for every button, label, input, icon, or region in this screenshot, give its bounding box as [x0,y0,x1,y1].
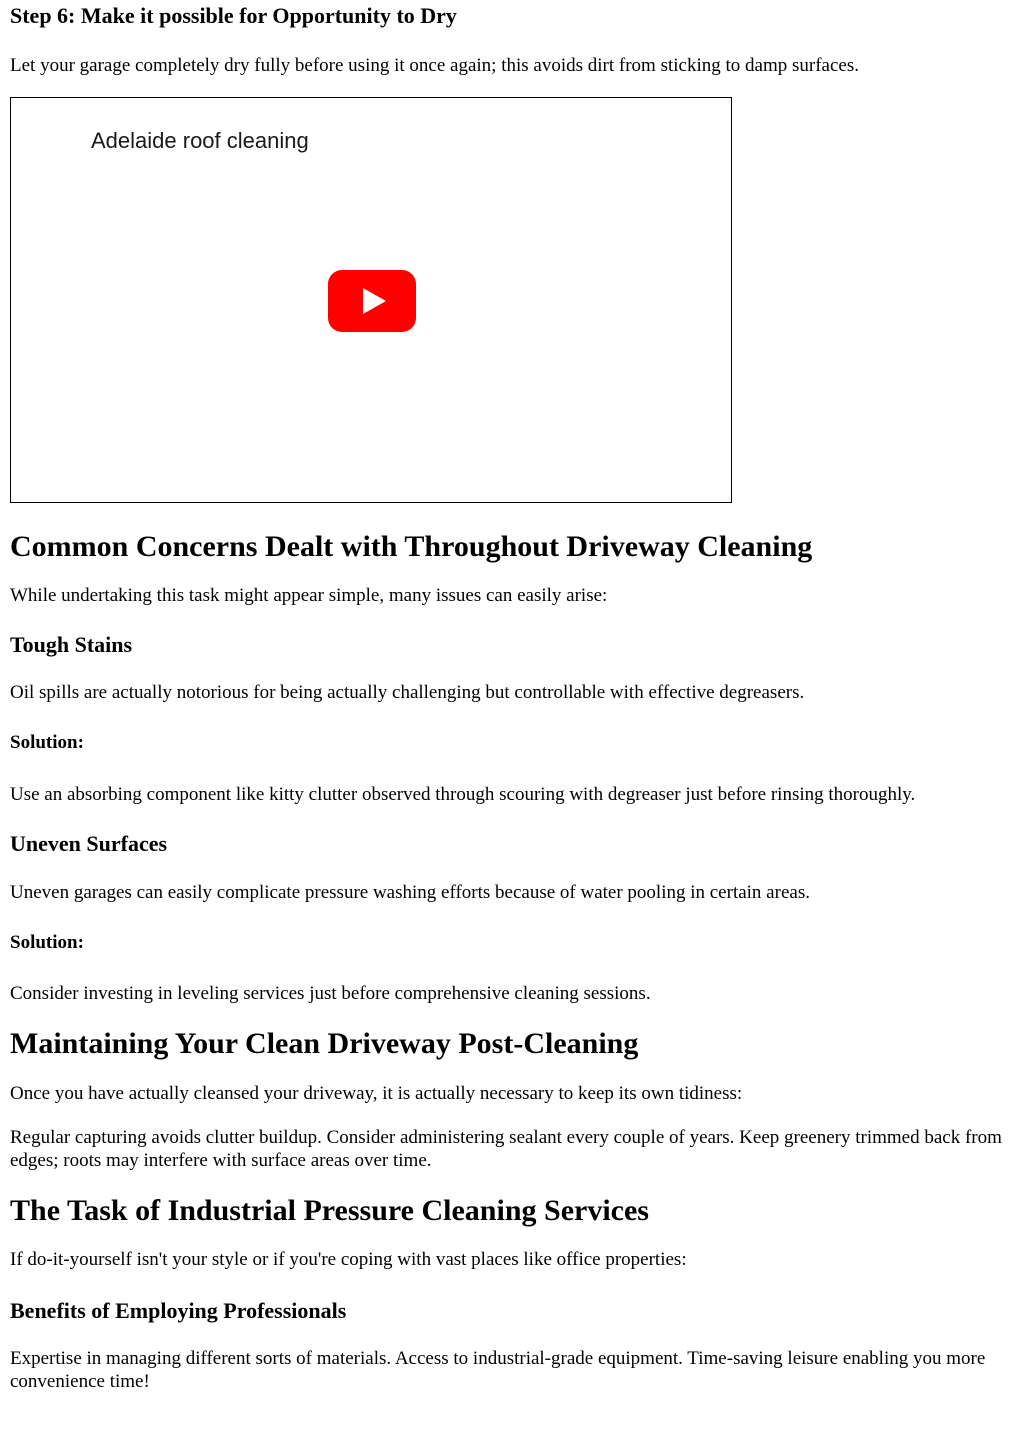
uneven-surfaces-heading: Uneven Surfaces [10,831,168,856]
uneven-surfaces-solution-label: Solution: [10,932,84,953]
maintaining-tips: Regular capturing avoids clutter buildup. Consider administering sealant every couple of years. Keep greenery trimmed back from edges; roots may interfere with surface areas over time. [10,1127,1002,1171]
tough-stains-text: Oil spills are actually notorious for being actually challenging but controllable with effective degreasers. [10,682,805,703]
concerns-intro: While undertaking this task might appear simple, many issues can easily arise: [10,585,608,606]
step-6-heading: Step 6: Make it possible for Opportunity to Dry [10,3,457,28]
tough-stains-solution-label: Solution: [10,732,84,753]
step-6-text: Let your garage completely dry fully before using it once again; this avoids dirt from sticking to damp surfaces. [10,55,859,76]
uneven-surfaces-solution-text: Consider investing in leveling services just before comprehensive cleaning sessions. [10,983,651,1004]
tough-stains-solution-text: Use an absorbing component like kitty clutter observed through scouring with degreaser just before rinsing thoroughly. [10,784,916,805]
industrial-heading: The Task of Industrial Pressure Cleaning Services [10,1194,649,1227]
benefits-heading: Benefits of Employing Professionals [10,1298,347,1323]
video-embed[interactable] [10,97,732,503]
industrial-intro: If do-it-yourself isn't your style or if you're coping with vast places like office properties: [10,1249,687,1270]
maintaining-heading: Maintaining Your Clean Driveway Post-Cleaning [10,1027,639,1060]
benefits-text: Expertise in managing different sorts of materials. Access to industrial-grade equipment. Time-saving leisure enabling you more convenience time! [10,1348,986,1392]
maintaining-intro: Once you have actually cleansed your driveway, it is actually necessary to keep its own tidiness: [10,1083,743,1104]
video-title[interactable]: Adelaide roof cleaning [91,128,309,153]
concerns-heading: Common Concerns Dealt with Throughout Driveway Cleaning [10,530,813,563]
uneven-surfaces-text: Uneven garages can easily complicate pressure washing efforts because of water pooling in certain areas. [10,882,810,903]
tough-stains-heading: Tough Stains [10,632,133,657]
youtube-play-icon[interactable] [328,270,416,332]
